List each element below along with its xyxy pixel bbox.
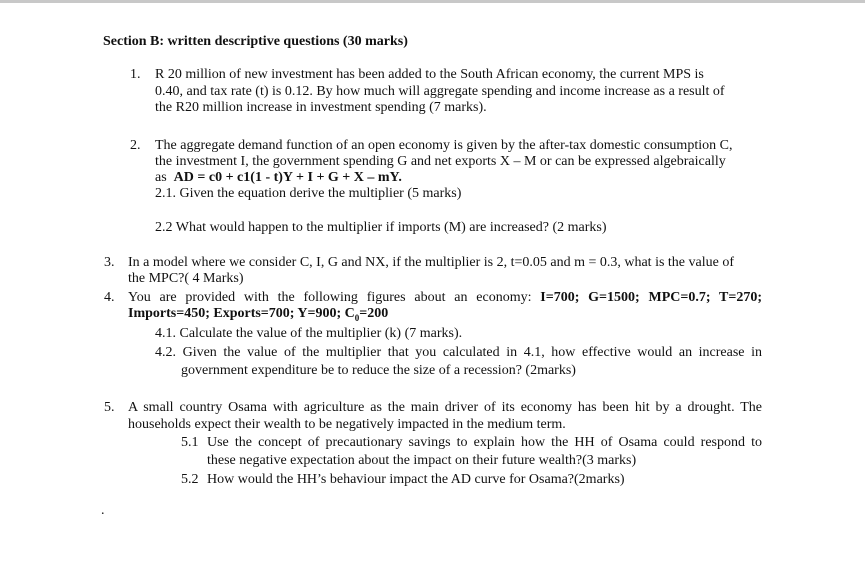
equation-prefix: as xyxy=(155,170,167,185)
question-5-line: households expect their wealth to be negatively impacted in the medium term. xyxy=(128,417,566,432)
figures-end: =200 xyxy=(359,306,389,321)
question-3-number: 3. xyxy=(104,255,115,270)
question-2-line: The aggregate demand function of an open economy is given by the after-tax domestic consumption C, xyxy=(155,138,733,153)
trailing-dot: . xyxy=(101,503,105,518)
question-4-figures: I=700; G=1500; MPC=0.7; T=270; xyxy=(540,290,763,305)
question-4-intro: You are provided with the following figures about an economy: xyxy=(128,290,532,305)
question-3-line: the MPC?( 4 Marks) xyxy=(128,271,244,286)
question-4-1: 4.1. Calculate the value of the multiplier (k) (7 marks). xyxy=(155,326,463,341)
question-2-2: 2.2 What would happen to the multiplier if imports (M) are increased? (2 marks) xyxy=(155,220,607,235)
question-5-1-line: these negative expectation about the impact on their future wealth?(3 marks) xyxy=(207,453,637,468)
ad-equation: AD = c0 + c1(1 - t)Y + I + G + X – mY. xyxy=(173,170,402,185)
page-top-border xyxy=(0,0,865,3)
question-4-2-line: 4.2. Given the value of the multiplier that you calculated in 4.1, how effective would an increase in xyxy=(155,345,762,360)
question-1-line: R 20 million of new investment has been added to the South African economy, the current MPS is xyxy=(155,67,704,82)
question-1-line: the R20 million increase in investment spending (7 marks). xyxy=(155,100,487,115)
question-2-number: 2. xyxy=(130,138,141,153)
question-4-number: 4. xyxy=(104,290,115,305)
subscript: 0 xyxy=(354,312,360,323)
question-2-line: the investment I, the government spending G and net exports X – M or can be expressed algebraically xyxy=(155,154,726,169)
question-2-equation-line xyxy=(155,170,402,186)
question-4-line xyxy=(128,290,762,306)
question-3-line: In a model where we consider C, I, G and NX, if the multiplier is 2, t=0.05 and m = 0.3, what is the value of xyxy=(128,255,734,270)
question-5-number: 5. xyxy=(104,400,115,415)
question-4-figures-line2 xyxy=(128,306,388,326)
question-5-line: A small country Osama with agriculture as the main driver of its economy has been hit by a drought. The xyxy=(128,400,762,415)
question-5-2: How would the HH’s behaviour impact the AD curve for Osama?(2marks) xyxy=(207,472,625,487)
question-1-number: 1. xyxy=(130,67,141,82)
question-5-1-line: Use the concept of precautionary savings to explain how the HH of Osama could respond to xyxy=(207,435,762,450)
question-5-1-number: 5.1 xyxy=(181,435,199,450)
question-1-line: 0.40, and tax rate (t) is 0.12. By how much will aggregate spending and income increase as a result of xyxy=(155,84,725,99)
question-2-1: 2.1. Given the equation derive the multiplier (5 marks) xyxy=(155,186,462,201)
question-5-2-number: 5.2 xyxy=(181,472,199,487)
section-title: Section B: written descriptive questions (30 marks) xyxy=(103,34,408,49)
figures-text: Imports=450; Exports=700; Y=900; C xyxy=(128,306,355,321)
question-4-2-line: government expenditure be to reduce the size of a recession? (2marks) xyxy=(181,363,576,378)
